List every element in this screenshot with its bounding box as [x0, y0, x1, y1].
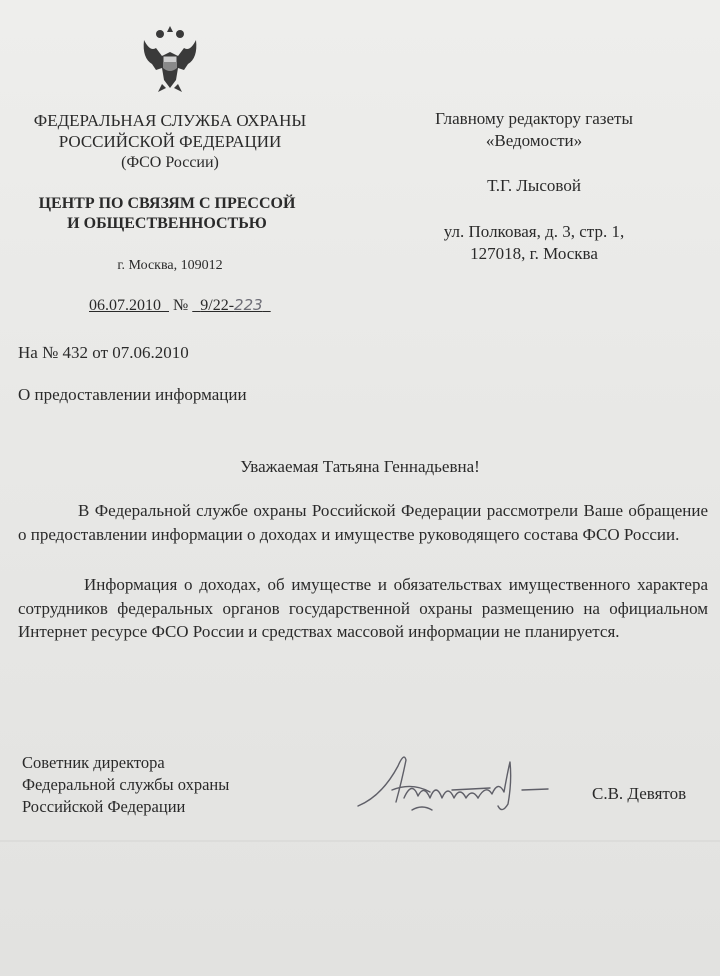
addressee-address-line-1: ул. Полковая, д. 3, стр. 1, [443, 222, 625, 241]
sender-org-line-1: ФЕДЕРАЛЬНАЯ СЛУЖБА ОХРАНЫ [33, 111, 307, 130]
signatory-title-line-2: Федеральной службы охраны [22, 775, 230, 794]
addressee-line-1: Главному редактору газеты [435, 109, 633, 128]
registration-date: 06.07.2010 [89, 297, 161, 314]
reference-line: На № 432 от 07.06.2010 [18, 343, 189, 362]
signatory-title-line-1: Советник директора [22, 753, 165, 772]
signatory-title [22, 752, 229, 818]
paragraph-1: В Федеральной службе охраны Российской Федерации рассмотрели Ваше обращение о предоставлении информации о доходах и имуществе руководящего состава ФСО России. [18, 501, 708, 544]
registration-number-handwritten: 223 [234, 296, 263, 314]
salutation: Уважаемая Татьяна Геннадьевна! [240, 457, 480, 476]
sender-org-line-2: РОССИЙСКОЙ ФЕДЕРАЦИИ [58, 132, 282, 151]
sender-city: г. Москва, 109012 [117, 258, 223, 273]
subject-line: О предоставлении информации [18, 385, 247, 404]
addressee-name: Т.Г. Лысовой [487, 176, 581, 195]
registration-line [89, 296, 271, 315]
signatory-title-line-3: Российской Федерации [22, 797, 186, 816]
registration-number-prefix: 9/22- [200, 297, 235, 314]
addressee-address-line-2: 127018, г. Москва [470, 244, 598, 263]
signatory-name: С.В. Девятов [592, 784, 687, 803]
paragraph-2: Информация о доходах, об имуществе и обязательствах имущественного характера сотрудников федеральных органов государственной охраны размещению на официальном Интернет ресурсе ФСО России и средствах массовой информации не планируется. [18, 575, 708, 641]
sender-department-line-1: ЦЕНТР ПО СВЯЗЯМ С ПРЕССОЙ [38, 195, 296, 212]
registration-number-sign: № [173, 297, 189, 314]
paper-fold-shadow [0, 840, 720, 842]
sender-org-abbr: (ФСО России) [121, 154, 219, 171]
addressee-line-2: «Ведомости» [485, 131, 583, 150]
sender-department-line-2: И ОБЩЕСТВЕННОСТЬЮ [67, 215, 267, 232]
handwritten-signature [352, 740, 562, 820]
double-headed-eagle-emblem-icon [140, 22, 200, 94]
